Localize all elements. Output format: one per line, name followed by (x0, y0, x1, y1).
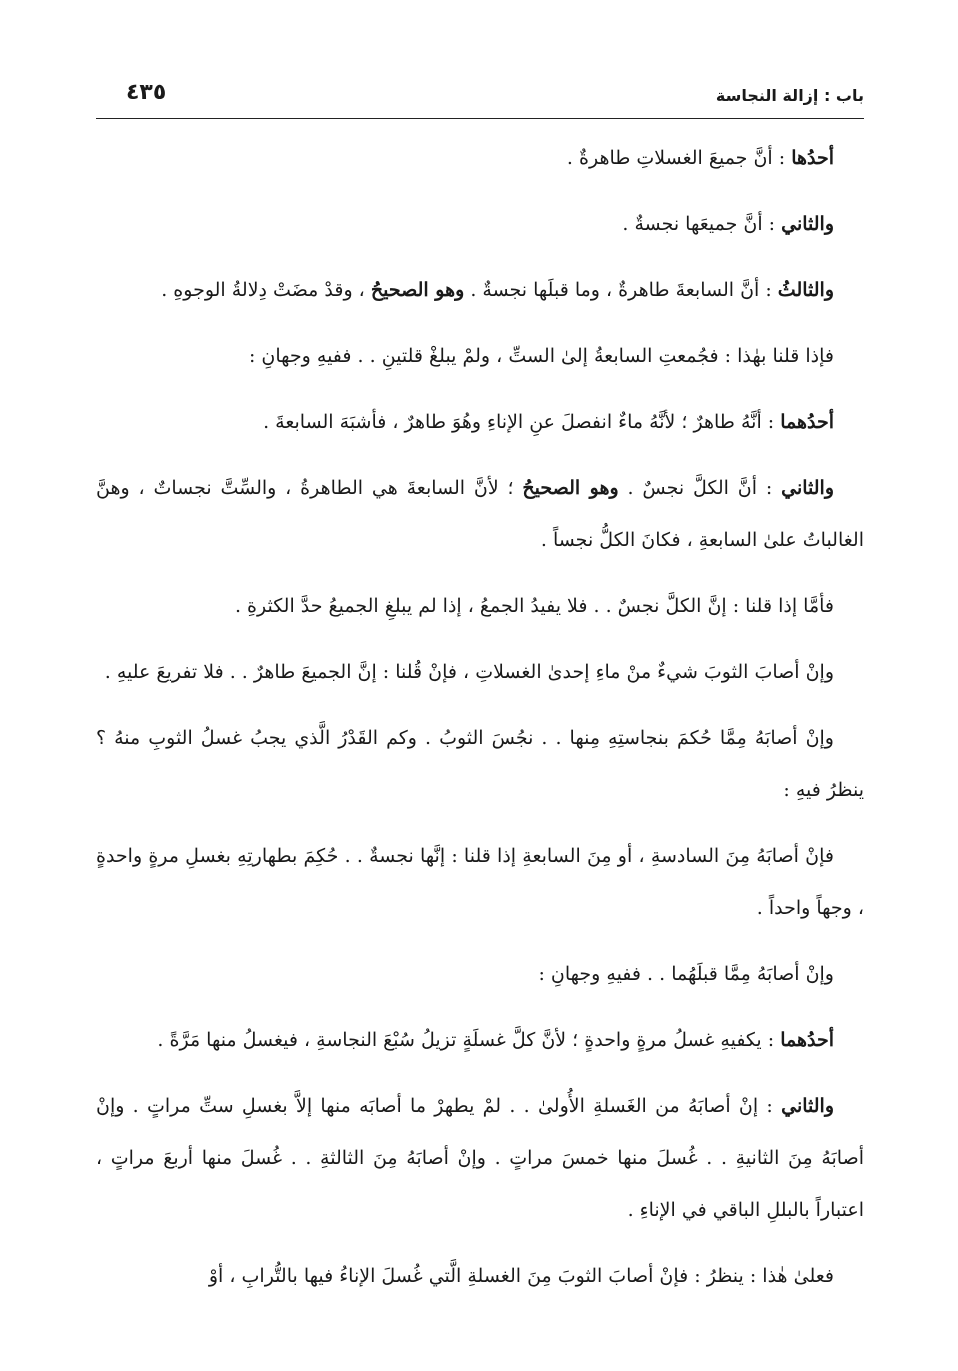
paragraph-lead: والثاني (781, 477, 834, 499)
paragraph-lead: والثاني (781, 213, 834, 235)
paragraph-emphasis: وهو الصحيحُ (522, 477, 619, 499)
paragraph (96, 1250, 864, 1302)
paragraph-text: فأمَّا إذا قلنا : إنَّ الكلَّ نجسٌ . . فلا يفيدُ الجمعُ ، إذا لم يبلغِ الجميعُ حدَّ الكثرةِ . (234, 595, 834, 617)
paragraph (96, 1014, 864, 1066)
paragraph (96, 462, 864, 566)
paragraph-lead: أحدُها (791, 147, 834, 169)
paragraph (96, 330, 864, 382)
paragraph-lead: أحدُهما (780, 411, 834, 433)
paragraph (96, 132, 864, 184)
paragraph-text: وإنْ أصابَهُ مِمَّا حُكمَ بنجاستِهِ مِنها . . نجُسَ الثوبُ . وكم القَدْرُ الَّذي يجبُ غسلُ الثوبِ منهُ ؟ ينظرُ فيهِ : (96, 727, 864, 801)
paragraph (96, 948, 864, 1000)
paragraph-text-after: ، وقدْ مضَتْ دِلالةُ الوجوهِ . (161, 279, 371, 301)
paragraph (96, 1080, 864, 1236)
paragraph-text: : أنَّ جميعَها نجسةٌ . (622, 213, 782, 235)
page-body (96, 132, 864, 1316)
paragraph-lead: أحدُهما (780, 1029, 834, 1051)
paragraph-text: : أنَّ جميعَ الغسلاتِ طاهرةٌ . (566, 147, 792, 169)
paragraph (96, 646, 864, 698)
paragraph-text: وإنْ أصابَهُ مِمَّا قبلَهُما . . ففيهِ وجهانِ : (538, 963, 834, 985)
page-header (96, 78, 864, 119)
paragraph-lead: والثالثُ (777, 279, 834, 301)
running-title: باب : إزالة النجاسة (715, 86, 864, 105)
paragraph-text: : أنَّ السابعةَ طاهرةٌ ، وما قبلَها نجسةٌ . (464, 279, 778, 301)
paragraph-text: فإذا قلنا بهٰذا : فجُمعتِ السابعةُ إلىٰ الستِّ ، ولمْ يبلغْ قلتينِ . . ففيهِ وجهانِ : (248, 345, 834, 367)
page-number: ٤٣٥ (126, 80, 167, 105)
paragraph-text-after: ؛ لأنَّ السابعةَ هي الطاهرةُ ، والسِّتَّ نجساتٌ ، وهنَّ الغالباتُ علىٰ السابعةِ ، فكانَ الكلُّ نجساً . (96, 477, 864, 551)
paragraph-lead: والثاني (781, 1095, 834, 1117)
paragraph (96, 712, 864, 816)
paragraph (96, 580, 864, 632)
paragraph (96, 264, 864, 316)
paragraph-text: فإنْ أصابَهُ مِنَ السادسةِ ، أو مِنَ السابعةِ إذا قلنا : إنَّها نجسةٌ . . حُكِمَ بطهارتِهِ بغسلِ مرةٍ واحدةٍ ، وجهاً واحداً . (96, 845, 864, 919)
paragraph-text: وإنْ أصابَ الثوبَ شيءٌ منْ ماءِ إحدىٰ الغسلاتِ ، فإنْ قُلنا : إنَّ الجميعَ طاهرٌ . . فلا تفريعَ عليهِ . (104, 661, 834, 683)
paragraph-text: : إنْ أصابَهُ من الغَسلةِ الأُولىٰ . . لمْ يطهرْ ما أصابَه منها إلاَّ بغسلِ ستِّ مراتٍ . وإنْ أصابَهُ مِنَ الثانيةِ . . غُسلَ منها خمسَ مراتٍ . وإنْ أصابَهُ مِنَ الثالثةِ . . غُسلَ منها أربعَ مراتٍ ، اعتباراً بالبللِ الباقي في الإناءِ . (96, 1095, 864, 1221)
book-page (96, 0, 864, 1371)
paragraph-text: : أنَّهُ طاهرٌ ؛ لأنَّهُ ماءٌ انفصلَ عنِ الإناءِ وهُوَ طاهرٌ ، فأشبَهَ السابعةَ . (263, 411, 781, 433)
paragraph-text: : أنَّ الكلَّ نجسٌ . (618, 477, 782, 499)
paragraph (96, 396, 864, 448)
paragraph-text: فعلىٰ هٰذا : ينظرُ : فإنْ أصابَ الثوبَ مِنَ الغسلةِ الَّتي غُسلَ الإناءُ فيها بالتُّرابِ ، أوْ (208, 1265, 834, 1287)
paragraph (96, 830, 864, 934)
paragraph-emphasis: وهو الصحيحُ (370, 279, 465, 301)
paragraph (96, 198, 864, 250)
paragraph-text: : يكفيهِ غسلُ مرةٍ واحدةٍ ؛ لأنَّ كلَّ غسلَةٍ تزيلُ سُبْعَ النجاسةِ ، فيغسلُ منها مَرَّةً . (157, 1029, 781, 1051)
